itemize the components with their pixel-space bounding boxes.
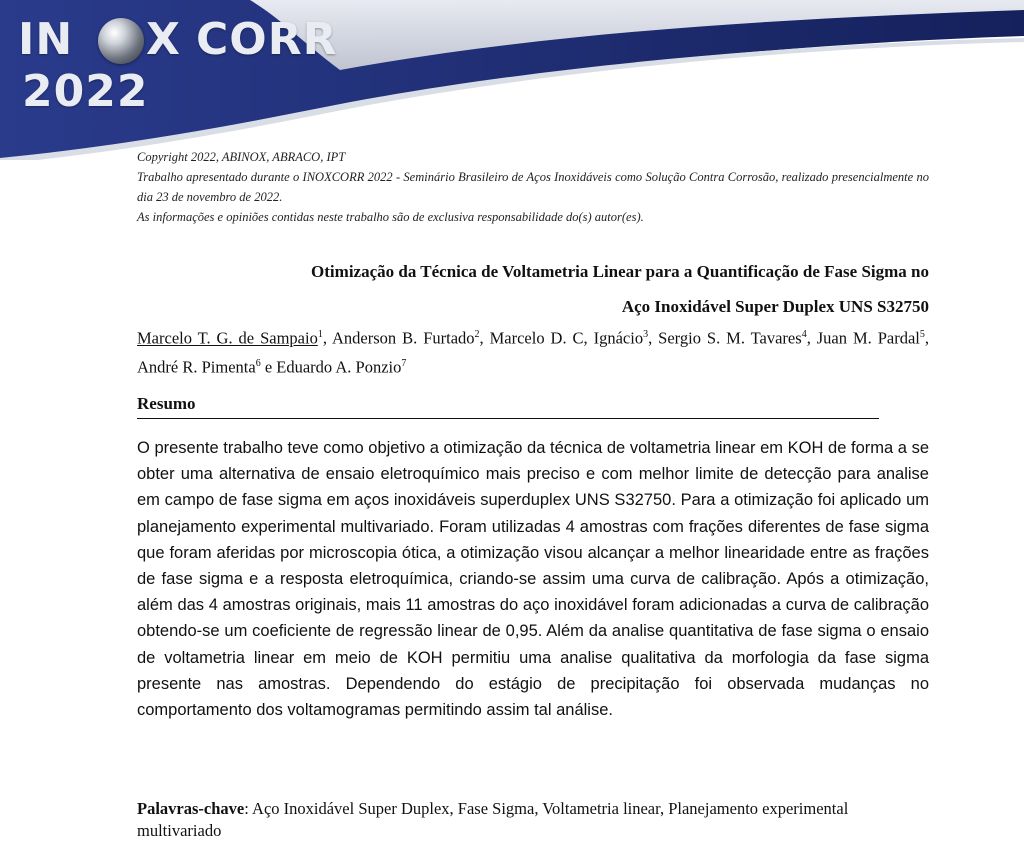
author-affiliation-mark: 6 (255, 357, 261, 369)
keywords-text: : Aço Inoxidável Super Duplex, Fase Sigma, Voltametria linear, Planejamento experimental multivariado (137, 799, 849, 840)
abstract-heading: Resumo (137, 394, 879, 419)
author-name: Eduardo A. Ponzio (276, 357, 402, 376)
header-banner (0, 0, 1024, 160)
logo-corr-text: CORR (196, 14, 338, 65)
title-line-1: Otimização da Técnica de Voltametria Linear para a Quantificação de Fase Sigma no (311, 262, 929, 281)
logo-x-text: X (146, 14, 180, 65)
author-list: Marcelo T. G. de Sampaio$^1$, Anderson B. Furtado$^2$, Marcelo D. C, Ignácio$^3$, Sergio S. M. Tavares$^4$, Juan M. Pardal$^5$, André R. Pimenta$^6$ e Eduardo A. Ponzio$^7$ (137, 328, 929, 376)
keywords-label: Palavras-chave (137, 799, 245, 818)
author-affiliation-mark: 2 (474, 329, 480, 340)
paper-title (137, 254, 929, 324)
keywords (137, 798, 929, 842)
author-affiliation-mark: 3 (643, 329, 649, 340)
author-name: Juan M. Pardal (816, 328, 920, 348)
copyright-line: Copyright 2022, ABINOX, ABRACO, IPT (137, 150, 346, 164)
author-name: André R. Pimenta (137, 357, 256, 376)
author-name: Anderson B. Furtado (332, 328, 475, 348)
logo-year-text: 2022 (22, 66, 149, 117)
logo-sphere-icon (98, 18, 144, 64)
title-line-2: Aço Inoxidável Super Duplex UNS S32750 (621, 297, 929, 316)
copyright-notice (137, 147, 929, 227)
author-affiliation-mark: 7 (401, 357, 407, 369)
logo-ino-text: IN (18, 14, 74, 65)
event-statement: Trabalho apresentado durante o INOXCORR 2022 - Seminário Brasileiro de Aços Inoxidáveis como Solução Contra Corrosão, realizado presencialmente no dia 23 de novembro de 2022. (137, 170, 929, 204)
responsibility-statement: As informações e opiniões contidas neste trabalho são de exclusiva responsabilidade do(s) autor(es). (137, 210, 644, 224)
author-name: Marcelo D. C, Ignácio (489, 328, 644, 348)
author-name: Sergio S. M. Tavares (658, 328, 802, 348)
author-affiliation-mark: 4 (801, 329, 807, 340)
author-name: Marcelo T. G. de Sampaio (137, 328, 318, 348)
author-affiliation-mark: 1 (317, 329, 323, 340)
author-affiliation-mark: 5 (919, 329, 925, 340)
abstract-text: O presente trabalho teve como objetivo a otimização da técnica de voltametria linear em KOH de forma a se obter uma alternativa de ensaio eletroquímico mais preciso e com melhor limite de detecção para analise em campo de fase sigma em aços inoxidáveis superduplex UNS S32750. Para a otimização foi aplicado um planejamento experimental multivariado. Foram utilizadas 4 amostras com frações diferentes de fase sigma que foram aferidas por microscopia ótica, a otimização visou alcançar a melhor linearidade entre as frações de fase sigma e a resposta eletroquímica, criando-se assim uma curva de calibração. Após a otimização, além das 4 amostras originais, mais 11 amostras do aço inoxidável foram adicionadas a curva de calibração obtendo-se um coeficiente de regressão linear de 0,95. Além da analise quantitativa de fase sigma o ensaio de voltametria linear em meio de KOH permitiu uma analise qualitativa da morfologia da fase sigma presente nas amostras. Dependendo do estágio de precipitação foi observada mudanças no comportamento dos voltamogramas permitindo assim tal análise. (137, 439, 929, 720)
